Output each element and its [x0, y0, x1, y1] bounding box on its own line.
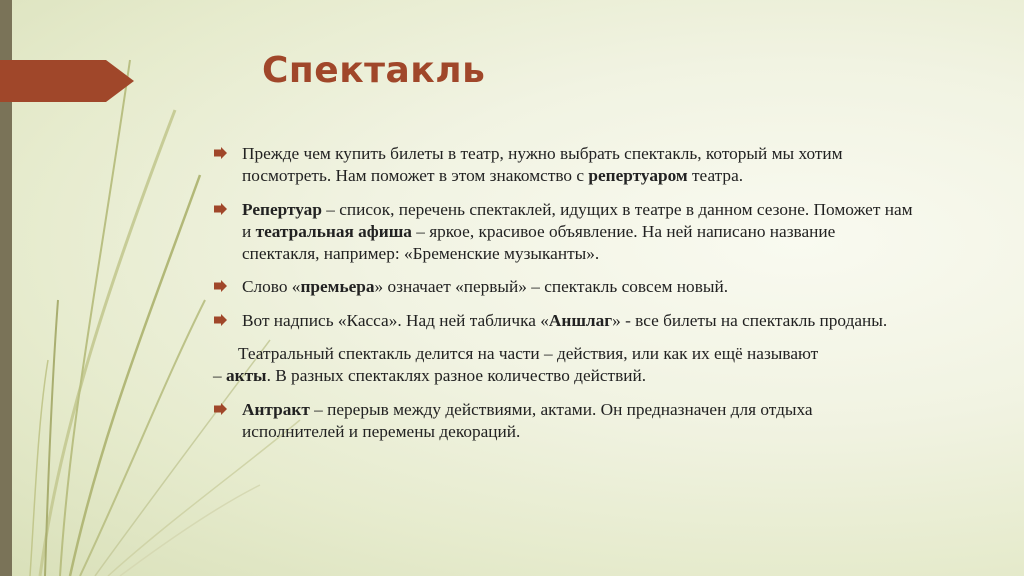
list-item: [213, 199, 913, 266]
right-arrow-bullet-icon: [214, 314, 227, 326]
right-arrow-bullet-icon: [214, 203, 227, 215]
item-text: –: [213, 366, 226, 386]
item-bold-text: Репертуар: [242, 199, 322, 219]
item-bold-text: репертуаром: [588, 166, 688, 186]
plain-paragraph: [213, 343, 913, 388]
item-text: Прежде чем купить билеты в театр, нужно выбрать спектакль, который мы хотим посмотреть. Нам поможет в этом знакомство с: [242, 144, 843, 186]
item-bold-text: акты: [225, 366, 267, 386]
slide-content: [213, 143, 913, 454]
item-text: . В разных спектаклях разное количество действий.: [266, 366, 647, 386]
right-arrow-bullet-icon: [214, 403, 227, 415]
item-bold-text: Аншлаг: [548, 310, 613, 330]
right-arrow-bullet-icon: [214, 147, 227, 159]
list-item: [213, 310, 913, 332]
list-item: [213, 276, 913, 298]
paragraph-first-line: Театральный спектакль делится на части – действия, или как их ещё называют: [238, 344, 819, 364]
item-text: – яркое, красивое объявление. На ней написано название спектакля, например: «Бременские музыканты».: [242, 221, 836, 264]
list-item: [213, 143, 913, 188]
item-bold-text: Антракт: [242, 399, 310, 419]
list-item: [213, 399, 913, 444]
item-text: Слово «: [242, 277, 301, 297]
item-text: – перерыв между действиями, актами. Он предназначен для отдыха исполнителей и перемены декораций.: [242, 399, 813, 441]
item-text: Вот надпись «Касса». Над ней табличка «: [242, 310, 549, 330]
slide-title: Спектакль: [262, 50, 486, 91]
item-bold-text: премьера: [300, 277, 375, 297]
left-vertical-bar: [0, 0, 12, 576]
item-text: » означает «первый» – спектакль совсем новый.: [374, 277, 729, 297]
item-text: театра.: [687, 166, 744, 186]
item-bold-text: театральная афиша: [255, 221, 412, 241]
item-text: – список, перечень спектаклей, идущих в театре в данном сезоне. Поможет нам и: [242, 199, 913, 241]
right-arrow-bullet-icon: [214, 280, 227, 292]
item-text: » - все билеты на спектакль проданы.: [612, 310, 888, 330]
